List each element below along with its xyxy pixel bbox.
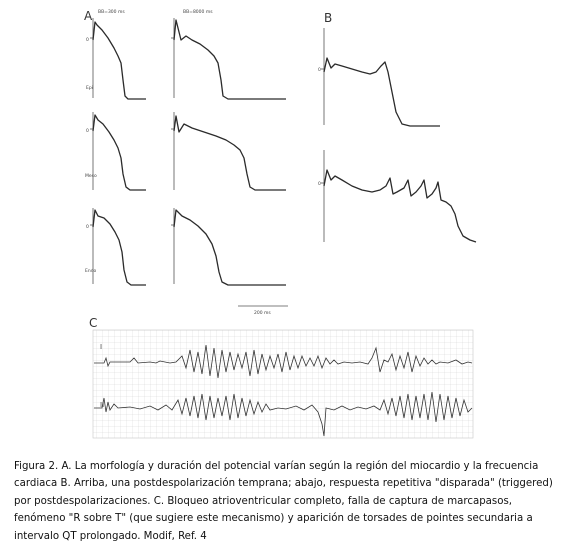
ecg-lead-label-2: II [100, 401, 105, 409]
triggered-activity-trace [321, 150, 476, 242]
ap-trace-endo-col1 [90, 208, 146, 285]
col1-header: BB=300 ms [98, 10, 125, 15]
ap-trace-epi-col2 [171, 18, 286, 99]
figure-caption: Figura 2. A. La morfología y duración del potencial varían según la región del miocardio y la frecuencia cardiaca B. Arriba, una postdespolarización temprana; abajo, respuesta repetitiva "disparada" (triggered) por postdespolarizaciones. C. Bloqueo atrioventricular completo, falla de captura de marcapasos, fenómeno "R sobre T" (que sugiere este mecanismo) y aparición de torsades de pointes secundaria a intervalo QT prolongado. Modif, Ref. 4 [14, 461, 553, 542]
row-label-epi: Epi [86, 86, 93, 91]
panel-c-label: C [89, 316, 98, 330]
ap-trace-meso-col2 [171, 112, 286, 190]
zero-tick-b-top: 0 [318, 68, 321, 73]
panel-b-label: B [324, 11, 333, 25]
row-label-endo: Endo [85, 269, 97, 274]
ecg-panel [93, 330, 473, 438]
ap-trace-endo-col2 [171, 208, 286, 285]
scale-bar [238, 306, 288, 316]
ecg-lead-label-1: I [100, 343, 103, 351]
zero-tick-epi: 0 [86, 38, 89, 43]
panel-a-label: A [84, 9, 93, 23]
scale-bar-label: 200 ms [254, 311, 271, 316]
ap-trace-epi-col1 [90, 18, 146, 99]
zero-tick-b-bottom: 0 [318, 182, 321, 187]
zero-tick-endo: 0 [86, 225, 89, 230]
col2-header: BB=8000 ms [183, 10, 213, 15]
zero-tick-meso: 0 [86, 129, 89, 134]
ead-trace [321, 28, 440, 126]
ap-trace-meso-col1 [90, 112, 146, 190]
row-label-meso: Meso [85, 174, 97, 179]
